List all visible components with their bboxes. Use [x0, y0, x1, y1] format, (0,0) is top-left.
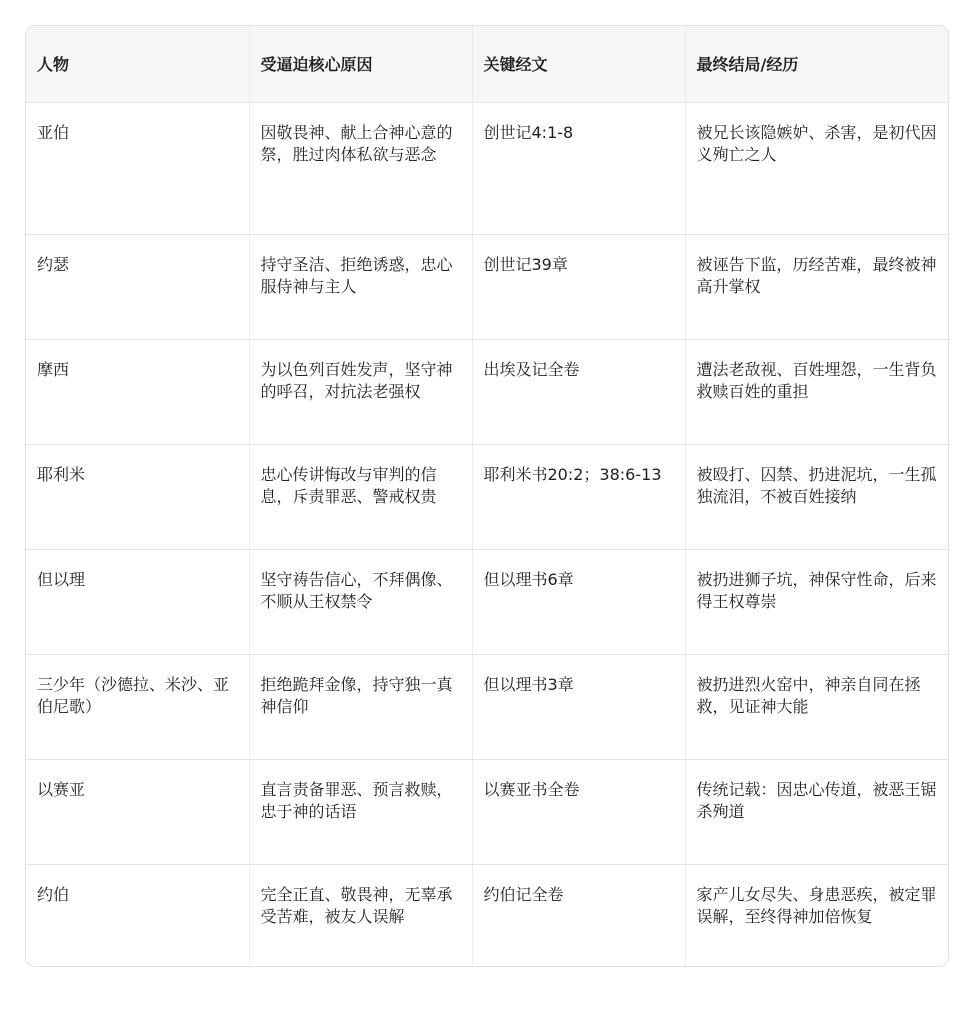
- table-row: [26, 234, 948, 339]
- cell-scripture: 出埃及记全卷: [472, 339, 685, 444]
- cell-scripture: 创世记4:1-8: [472, 102, 685, 234]
- cell-reason: 因敬畏神、献上合神心意的祭，胜过肉体私欲与恶念: [249, 102, 472, 234]
- cell-reason: 拒绝跪拜金像，持守独一真神信仰: [249, 654, 472, 759]
- table-row: [26, 102, 948, 234]
- cell-reason: 完全正直、敬畏神，无辜承受苦难，被友人误解: [249, 864, 472, 967]
- header-row: [26, 26, 948, 102]
- cell-outcome: 传统记载：因忠心传道，被恶王锯杀殉道: [685, 759, 948, 864]
- cell-reason: 忠心传讲悔改与审判的信息，斥责罪恶、警戒权贵: [249, 444, 472, 549]
- cell-scripture: 但以理书3章: [472, 654, 685, 759]
- header-reason: 受逼迫核心原因: [249, 26, 472, 102]
- header-person: 人物: [26, 26, 249, 102]
- cell-outcome: 被兄长该隐嫉妒、杀害，是初代因义殉亡之人: [685, 102, 948, 234]
- header-scripture: 关键经文: [472, 26, 685, 102]
- cell-reason: 直言责备罪恶、预言救赎，忠于神的话语: [249, 759, 472, 864]
- cell-scripture: 创世记39章: [472, 234, 685, 339]
- cell-person: 亚伯: [26, 102, 249, 234]
- cell-reason: 持守圣洁、拒绝诱惑，忠心服侍神与主人: [249, 234, 472, 339]
- cell-reason: 为以色列百姓发声，坚守神的呼召，对抗法老强权: [249, 339, 472, 444]
- data-table: [26, 26, 948, 967]
- table-row: [26, 339, 948, 444]
- cell-outcome: 被扔进烈火窑中，神亲自同在拯救，见证神大能: [685, 654, 948, 759]
- cell-person: 摩西: [26, 339, 249, 444]
- cell-reason: 坚守祷告信心，不拜偶像、不顺从王权禁令: [249, 549, 472, 654]
- table-header: [26, 26, 948, 102]
- cell-outcome: 家产儿女尽失、身患恶疾，被定罪误解，至终得神加倍恢复: [696, 884, 937, 926]
- cell-outcome: 被殴打、囚禁、扔进泥坑，一生孤独流泪，不被百姓接纳: [685, 444, 948, 549]
- cell-outcome: 被扔进狮子坑，神保守性命，后来得王权尊崇: [685, 549, 948, 654]
- cell-person: 约伯: [26, 864, 249, 967]
- table-row: [26, 759, 948, 864]
- table-row: [26, 654, 948, 759]
- header-outcome: 最终结局/经历: [685, 26, 948, 102]
- table-row: [26, 864, 948, 967]
- table-row: [26, 444, 948, 549]
- cell-outcome: 遭法老敌视、百姓埋怨，一生背负救赎百姓的重担: [685, 339, 948, 444]
- cell-person: 但以理: [26, 549, 249, 654]
- cell-scripture: 耶利米书20:2；38:6-13: [472, 444, 685, 549]
- table-row: [26, 549, 948, 654]
- persecution-table: [25, 25, 949, 967]
- cell-person: 以赛亚: [26, 759, 249, 864]
- cell-person: 约瑟: [26, 234, 249, 339]
- cell-scripture: 但以理书6章: [472, 549, 685, 654]
- cell-person: 耶利米: [26, 444, 249, 549]
- cell-outcome: 被诬告下监，历经苦难，最终被神高升掌权: [685, 234, 948, 339]
- cell-person: 三少年（沙德拉、米沙、亚伯尼歌）: [26, 654, 249, 759]
- cell-scripture: 以赛亚书全卷: [472, 759, 685, 864]
- table-body: [26, 102, 948, 967]
- cell-scripture: 约伯记全卷: [472, 864, 685, 967]
